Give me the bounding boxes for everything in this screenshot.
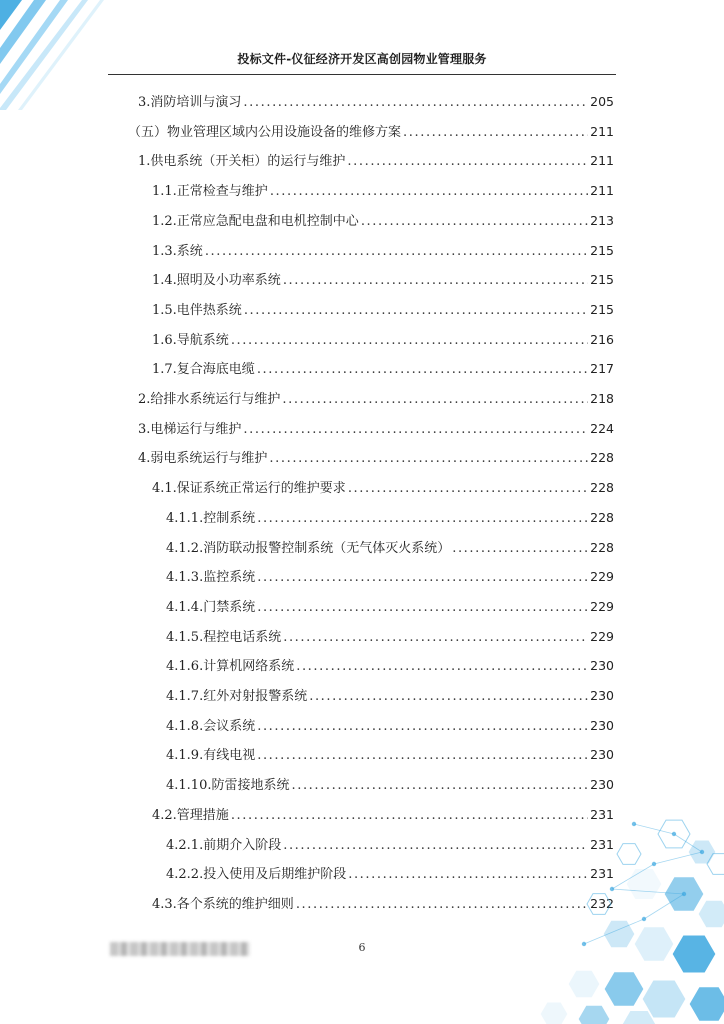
toc-dot-leader <box>205 240 588 264</box>
hexagon-shape <box>540 1002 568 1024</box>
toc-entry-title: 4.2.1.前期介入阶段 <box>166 837 282 853</box>
toc-entry-title: 4.1.9.有线电视 <box>166 748 256 764</box>
toc-entry[interactable] <box>166 506 614 530</box>
toc-entry[interactable] <box>152 357 614 381</box>
toc-entry-title: 4.1.7.红外对射报警系统 <box>166 689 308 704</box>
toc-entry-title: 4.1.10.防雷接地系统 <box>166 778 290 794</box>
toc-entry-page: 230 <box>590 717 614 733</box>
toc-entry-page: 228 <box>590 450 614 466</box>
toc-entry-title: 1.1.正常检查与维护 <box>152 184 268 200</box>
toc-entry-page: 229 <box>590 628 614 644</box>
toc-entry[interactable] <box>152 209 614 233</box>
hexagon-shape <box>689 987 724 1022</box>
toc-entry[interactable] <box>166 743 614 767</box>
toc-entry-page: 218 <box>590 391 614 406</box>
hexagon-shape <box>634 927 674 962</box>
toc-dot-leader <box>269 447 588 471</box>
toc-entry-title: 1.6.导航系统 <box>152 332 229 348</box>
toc-entry-title: 4.2.管理措施 <box>152 807 229 823</box>
toc-entry-title: 4.1.1.控制系统 <box>166 510 256 526</box>
header-divider <box>108 74 616 75</box>
toc-entry[interactable] <box>166 654 614 678</box>
toc-entry[interactable] <box>152 328 614 352</box>
toc-entry[interactable] <box>152 298 614 322</box>
toc-entry-page: 232 <box>590 895 614 911</box>
footer-blurred-text <box>110 942 250 956</box>
toc-entry-page: 224 <box>590 420 614 436</box>
toc-entry-page: 205 <box>590 94 614 109</box>
toc-entry-page: 217 <box>590 361 614 377</box>
toc-entry-page: 215 <box>590 272 614 288</box>
toc-entry-page: 231 <box>590 866 614 882</box>
network-node <box>610 887 614 891</box>
toc-entry[interactable] <box>152 476 614 500</box>
toc-entry[interactable] <box>152 268 614 292</box>
hexagon-shape <box>604 972 644 1007</box>
toc-entry[interactable] <box>138 90 614 114</box>
toc-entry-title: 1.7.复合海底电缆 <box>152 362 255 378</box>
toc-entry[interactable] <box>128 120 614 144</box>
hexagon-shape <box>587 894 611 915</box>
toc-entry-title: 1.供电系统（开关柜）的运行与维护 <box>138 154 346 170</box>
toc-entry[interactable] <box>138 417 614 441</box>
toc-entry-title: 4.1.保证系统正常运行的维护要求 <box>152 481 346 497</box>
toc-dot-leader <box>309 685 588 709</box>
toc-entry-title: 4.2.2.投入使用及后期维护阶段 <box>166 867 347 883</box>
network-node <box>682 892 686 896</box>
toc-entry-title: 3.电梯运行与维护 <box>138 421 242 437</box>
toc-entry[interactable] <box>166 625 614 649</box>
toc-entry-title: 4.1.4.门禁系统 <box>166 599 256 615</box>
toc-dot-leader <box>243 91 588 115</box>
page-header-title: 投标文件-仪征经济开发区高创园物业管理服务 <box>237 52 487 66</box>
toc-entry-page: 229 <box>590 598 614 614</box>
toc-dot-leader <box>403 121 588 145</box>
toc-entry-page: 230 <box>590 688 614 703</box>
toc-entry-page: 230 <box>590 747 614 763</box>
toc-entry-title: 4.1.2.消防联动报警控制系统（无气体灭火系统） <box>166 540 451 556</box>
toc-entry[interactable] <box>166 565 614 589</box>
toc-entry-page: 215 <box>590 301 614 317</box>
toc-entry-title: 3.消防培训与演习 <box>138 95 242 110</box>
toc-entry-page: 215 <box>590 242 614 258</box>
toc-entry-page: 231 <box>590 836 614 852</box>
hexagon-shape <box>626 868 662 899</box>
toc-dot-leader <box>347 150 588 174</box>
network-node <box>582 942 586 946</box>
network-node <box>700 850 704 854</box>
toc-dot-leader <box>257 358 588 382</box>
toc-entry-title: （五）物业管理区域内公用设施设备的维修方案 <box>128 124 402 140</box>
network-node <box>642 917 646 921</box>
toc-entry-title: 1.3.系统 <box>152 243 203 259</box>
toc-entry-page: 229 <box>590 569 614 585</box>
toc-entry-title: 4.3.各个系统的维护细则 <box>152 896 294 912</box>
network-node <box>632 822 636 826</box>
toc-entry-title: 1.5.电伴热系统 <box>152 302 242 318</box>
network-node <box>672 832 676 836</box>
hexagon-shape <box>568 970 600 998</box>
toc-dot-leader <box>452 537 588 561</box>
toc-dot-leader <box>282 388 588 412</box>
toc-entry[interactable] <box>138 149 614 173</box>
toc-entry-page: 228 <box>590 480 614 496</box>
toc-entry-title: 4.1.6.计算机网络系统 <box>166 659 295 675</box>
hexagon-shape <box>672 935 716 973</box>
toc-dot-leader <box>257 744 588 768</box>
toc-dot-leader <box>243 418 588 442</box>
hexagon-shape <box>617 844 641 865</box>
toc-entry-page: 230 <box>590 777 614 793</box>
toc-entry-page: 230 <box>590 658 614 674</box>
toc-dot-leader <box>270 180 588 204</box>
toc-entry-page: 211 <box>590 153 614 169</box>
toc-entry-page: 213 <box>590 212 614 228</box>
toc-dot-leader <box>257 566 588 590</box>
toc-entry[interactable] <box>152 239 614 263</box>
toc-entry[interactable] <box>152 179 614 203</box>
hexagon-network-decoration <box>524 794 724 1024</box>
toc-entry[interactable] <box>138 387 614 411</box>
page-number: 6 <box>358 941 366 954</box>
toc-entry-page: 211 <box>590 123 614 139</box>
hexagon-shape <box>698 900 724 928</box>
toc-dot-leader <box>257 596 588 620</box>
toc-entry-page: 231 <box>590 806 614 822</box>
toc-dot-leader <box>257 715 588 739</box>
toc-dot-leader <box>231 329 588 353</box>
toc-dot-leader <box>296 655 588 679</box>
toc-dot-leader <box>257 507 588 531</box>
toc-entry[interactable] <box>166 714 614 738</box>
toc-dot-leader <box>283 626 588 650</box>
toc-dot-leader <box>361 210 588 234</box>
toc-entry-title: 4.1.8.会议系统 <box>166 718 256 734</box>
toc-entry[interactable] <box>166 536 614 560</box>
toc-entry-title: 1.4.照明及小功率系统 <box>152 273 281 289</box>
toc-entry-title: 2.给排水系统运行与维护 <box>138 392 281 407</box>
toc-entry-page: 228 <box>590 539 614 555</box>
toc-entry[interactable] <box>138 446 614 470</box>
toc-entry-title: 4.1.3.监控系统 <box>166 570 256 586</box>
toc-entry[interactable] <box>166 595 614 619</box>
toc-entry-page: 211 <box>590 183 614 199</box>
toc-dot-leader <box>348 477 588 501</box>
toc-entry[interactable] <box>166 684 614 708</box>
hexagon-shape <box>578 1005 610 1024</box>
toc-dot-leader <box>283 269 588 293</box>
toc-entry-title: 1.2.正常应急配电盘和电机控制中心 <box>152 213 359 229</box>
toc-entry-page: 216 <box>590 331 614 347</box>
toc-entry-title: 4.弱电系统运行与维护 <box>138 451 268 467</box>
network-node <box>652 862 656 866</box>
network-line <box>634 824 674 834</box>
toc-entry-page: 228 <box>590 509 614 525</box>
toc-dot-leader <box>244 299 588 323</box>
toc-entry-title: 4.1.5.程控电话系统 <box>166 629 282 645</box>
